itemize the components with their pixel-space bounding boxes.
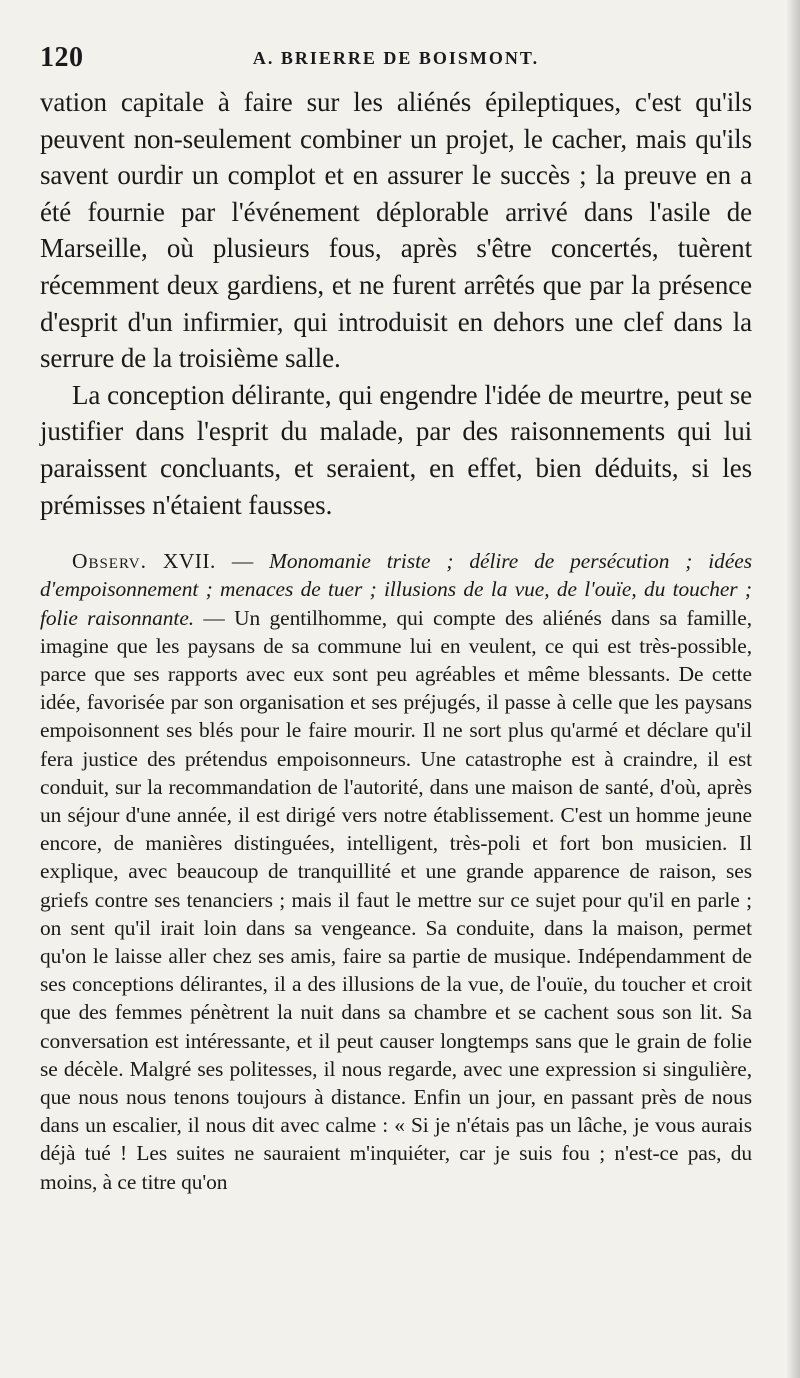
observation-title: Monomanie triste ; délire de persécution ; idées d'empoisonnement ; menaces de tuer ; illusions de la vue, de l'ouïe, du toucher ; folie raisonnante.: [40, 549, 752, 630]
page-body: [40, 84, 752, 1217]
page-header: [40, 40, 752, 76]
page-number: 120: [40, 42, 84, 73]
observation-text: — Un gentilhomme, qui compte des aliénés dans sa famille, imagine que les paysans de sa commune lui en veulent, ce qui est très-possible, parce que ses rapports avec eux sont peu agréables et même blessants. De cette idée, favorisée par son organisation et ses préjugés, il passe à celle que les paysans empoisonnent ses blés pour le faire mourir. Il ne sort plus qu'armé et déclare qu'il fera justice des prétendus empoisonneurs. Une catastrophe est à craindre, il est conduit, sur la recommandation de l'autorité, dans une maison de santé, d'où, après un séjour d'une année, il est dirigé vers notre établissement. C'est un homme jeune encore, de manières distinguées, intelligent, très-poli et fort bon musicien. Il explique, avec beaucoup de tranquillité et une grande apparence de raison, ses griefs contre ses tenanciers ; mais il faut le mettre sur ce sujet pour qu'il en parle ; on sent qu'il irait loin dans sa vengeance. Sa conduite, dans la maison, permet qu'on le laisse aller chez ses amis, faire sa partie de musique. Indépendamment de ses conceptions délirantes, il a des illusions de la vue, de l'ouïe, du toucher et croit que des femmes pénètrent la nuit dans sa chambre et se cachent sous son lit. Sa conversation est intéressante, et il peut causer longtemps sans que le grain de folie se décèle. Malgré ses politesses, il nous regarde, avec une expression si singulière, que nous nous tenons toujours à distance. Enfin un jour, en passant près de nous dans un escalier, il nous dit avec calme : « Si je n'étais pas un lâche, je vous aurais déjà tué ! Les suites ne sauraient m'inquiéter, car je suis fou ; n'est-ce pas, du moins, à ce titre qu'on: [40, 605, 753, 1194]
observation-label: Observ.: [72, 549, 147, 574]
running-head: A. BRIERRE DE BOISMONT.: [252, 48, 540, 68]
observation-paragraph: [40, 547, 752, 1196]
observation-number: XVII.: [162, 549, 216, 574]
paragraph-delusional-conception: La conception délirante, qui engendre l'idée de meurtre, peut se justifier dans l'esprit du malade, par des raisonnements qui lui paraissent concluants, et seraient, en effet, bien déduits, si les prémisses n'étaient fausses.: [40, 379, 752, 520]
paragraph-continuation: vation capitale à faire sur les aliénés épileptiques, c'est qu'ils peuvent non-seulement combiner un projet, le cacher, mais qu'ils savent ourdir un complot et en assurer le succès ; la preuve en a été fournie par l'événement déplorable arrivé dans l'asile de Marseille, où plusieurs fous, après s'être concertés, tuèrent récemment deux gardiens, et ne furent arrêtés que par la présence d'esprit d'un infirmier, qui introduisit en dehors une clef dans la serrure de la troisième salle.: [40, 87, 752, 374]
page-gutter-shadow: [786, 0, 800, 1378]
observation-dash: —: [215, 549, 270, 574]
